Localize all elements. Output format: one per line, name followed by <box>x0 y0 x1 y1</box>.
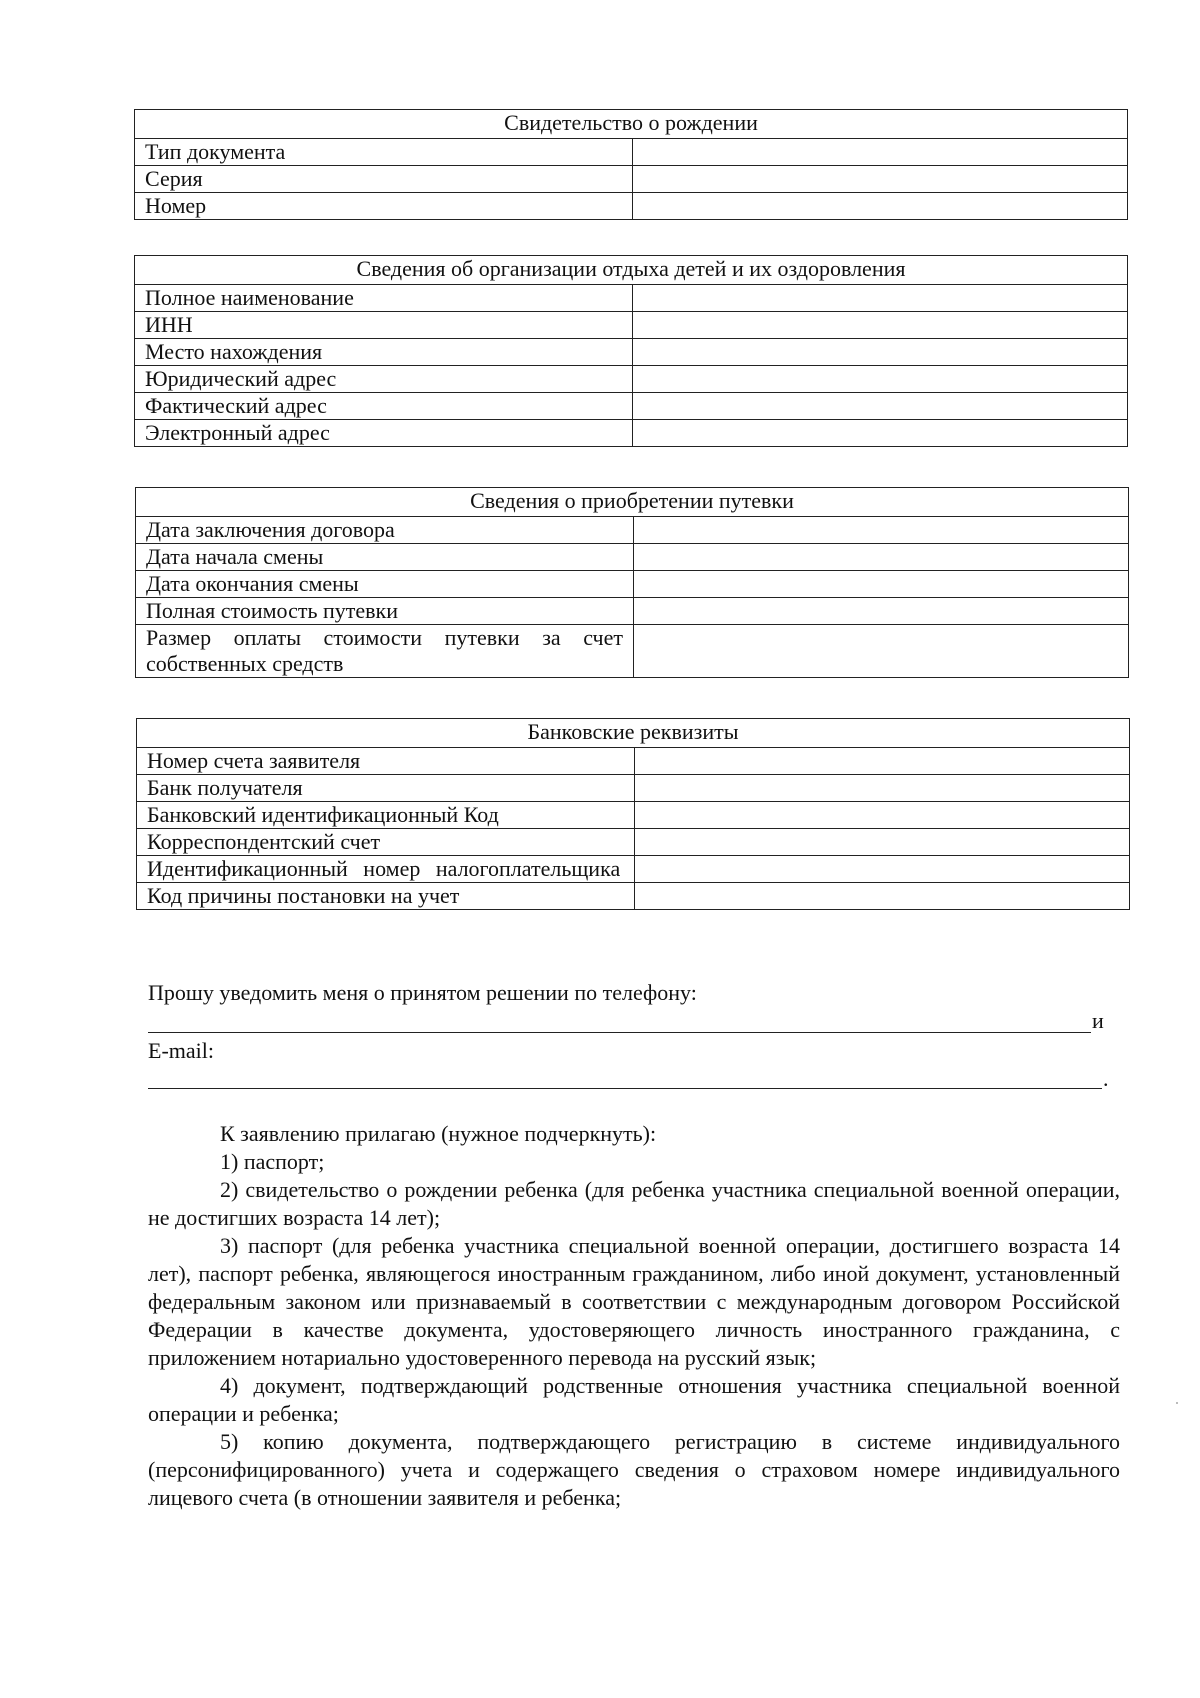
taxpayer-id-field[interactable] <box>635 856 1130 883</box>
email-suffix: . <box>1103 1066 1109 1091</box>
table-row <box>137 775 1130 802</box>
legal-address-field[interactable] <box>633 366 1128 393</box>
list-item: 5) копию документа, подтверждающего регистрацию в системе индивидуального (персонифицированного) учета и содержащего сведения о страховом номере индивидуального лицевого счета (в отношении заявителя и ребенка; <box>148 1429 1120 1510</box>
table-row <box>135 139 1128 166</box>
bank-details-table <box>136 718 1130 910</box>
bik-field[interactable] <box>635 802 1130 829</box>
table-title: Банковские реквизиты <box>137 719 1130 748</box>
field-label: Серия <box>135 166 633 193</box>
table-row <box>137 802 1130 829</box>
table-row <box>135 312 1128 339</box>
phone-suffix: и <box>1092 1008 1104 1033</box>
list-item: 2) свидетельство о рождении ребенка (для ребенка участника специальной военной операции, не достигших возраста 14 лет); <box>148 1177 1120 1230</box>
field-label: Банковский идентификационный Код <box>137 802 635 829</box>
table-row <box>137 856 1130 883</box>
field-label: Полная стоимость путевки <box>136 598 634 625</box>
field-label: Банк получателя <box>137 775 635 802</box>
contract-date-field[interactable] <box>634 517 1129 544</box>
table-title: Свидетельство о рождении <box>135 110 1128 139</box>
table-row <box>135 420 1128 447</box>
list-item: 1) паспорт; <box>220 1149 325 1174</box>
field-label: Место нахождения <box>135 339 633 366</box>
table-row <box>136 598 1129 625</box>
table-title: Сведения об организации отдыха детей и их оздоровления <box>135 256 1128 285</box>
table-row <box>136 571 1129 598</box>
phone-input-line[interactable] <box>148 1032 1091 1033</box>
table-row <box>135 285 1128 312</box>
table-row <box>135 193 1128 220</box>
table-row <box>135 366 1128 393</box>
birth-certificate-table <box>134 109 1128 220</box>
voucher-table <box>135 487 1129 678</box>
document-type-field[interactable] <box>633 139 1128 166</box>
recipient-bank-field[interactable] <box>635 775 1130 802</box>
table-row <box>137 883 1130 910</box>
inn-field[interactable] <box>633 312 1128 339</box>
series-field[interactable] <box>633 166 1128 193</box>
attachments-section <box>148 1120 1120 1512</box>
email-label: E-mail: <box>148 1038 214 1063</box>
own-funds-field[interactable] <box>634 625 1129 678</box>
email-address-field[interactable] <box>633 420 1128 447</box>
organization-table <box>134 255 1128 447</box>
scan-speck <box>1176 1402 1178 1404</box>
field-label: Дата начала смены <box>136 544 634 571</box>
field-label: Номер счета заявителя <box>137 748 635 775</box>
field-label: Тип документа <box>135 139 633 166</box>
field-label: Идентификационный номер налогоплательщика <box>137 856 635 883</box>
email-input-line[interactable] <box>148 1088 1102 1089</box>
field-label: Юридический адрес <box>135 366 633 393</box>
field-label: Номер <box>135 193 633 220</box>
correspondent-account-field[interactable] <box>635 829 1130 856</box>
kpp-field[interactable] <box>635 883 1130 910</box>
location-field[interactable] <box>633 339 1128 366</box>
list-item: 3) паспорт (для ребенка участника специальной военной операции, достигшего возраста 14 лет), паспорт ребенка, являющегося иностранным гражданином, либо иной документ, установленный федеральным законом или признаваемый в соответствии с международным договором Российской Федерации в качестве документа, удостоверяющего личность иностранного гражданина, с приложением нотариально удостоверенного перевода на русский язык; <box>148 1233 1120 1370</box>
full-name-field[interactable] <box>633 285 1128 312</box>
account-number-field[interactable] <box>635 748 1130 775</box>
table-row <box>136 625 1129 678</box>
table-row <box>136 544 1129 571</box>
field-label: Дата окончания смены <box>136 571 634 598</box>
field-label: Фактический адрес <box>135 393 633 420</box>
attachments-intro: К заявлению прилагаю (нужное подчеркнуть): <box>220 1121 657 1146</box>
shift-start-field[interactable] <box>634 544 1129 571</box>
shift-end-field[interactable] <box>634 571 1129 598</box>
field-label: Размер оплаты стоимости путевки за счет собственных средств <box>136 625 634 678</box>
field-label: Электронный адрес <box>135 420 633 447</box>
table-row <box>137 748 1130 775</box>
field-label: Корреспондентский счет <box>137 829 635 856</box>
field-label: ИНН <box>135 312 633 339</box>
list-item: 4) документ, подтверждающий родственные отношения участника специальной военной операции и ребенка; <box>148 1373 1120 1426</box>
number-field[interactable] <box>633 193 1128 220</box>
field-label: Код причины постановки на учет <box>137 883 635 910</box>
table-row <box>135 339 1128 366</box>
full-cost-field[interactable] <box>634 598 1129 625</box>
actual-address-field[interactable] <box>633 393 1128 420</box>
table-row <box>135 393 1128 420</box>
phone-notification-text: Прошу уведомить меня о принятом решении по телефону: <box>148 980 697 1005</box>
table-row <box>135 166 1128 193</box>
field-label: Полное наименование <box>135 285 633 312</box>
table-row <box>136 517 1129 544</box>
table-row <box>137 829 1130 856</box>
table-title: Сведения о приобретении путевки <box>136 488 1129 517</box>
field-label: Дата заключения договора <box>136 517 634 544</box>
